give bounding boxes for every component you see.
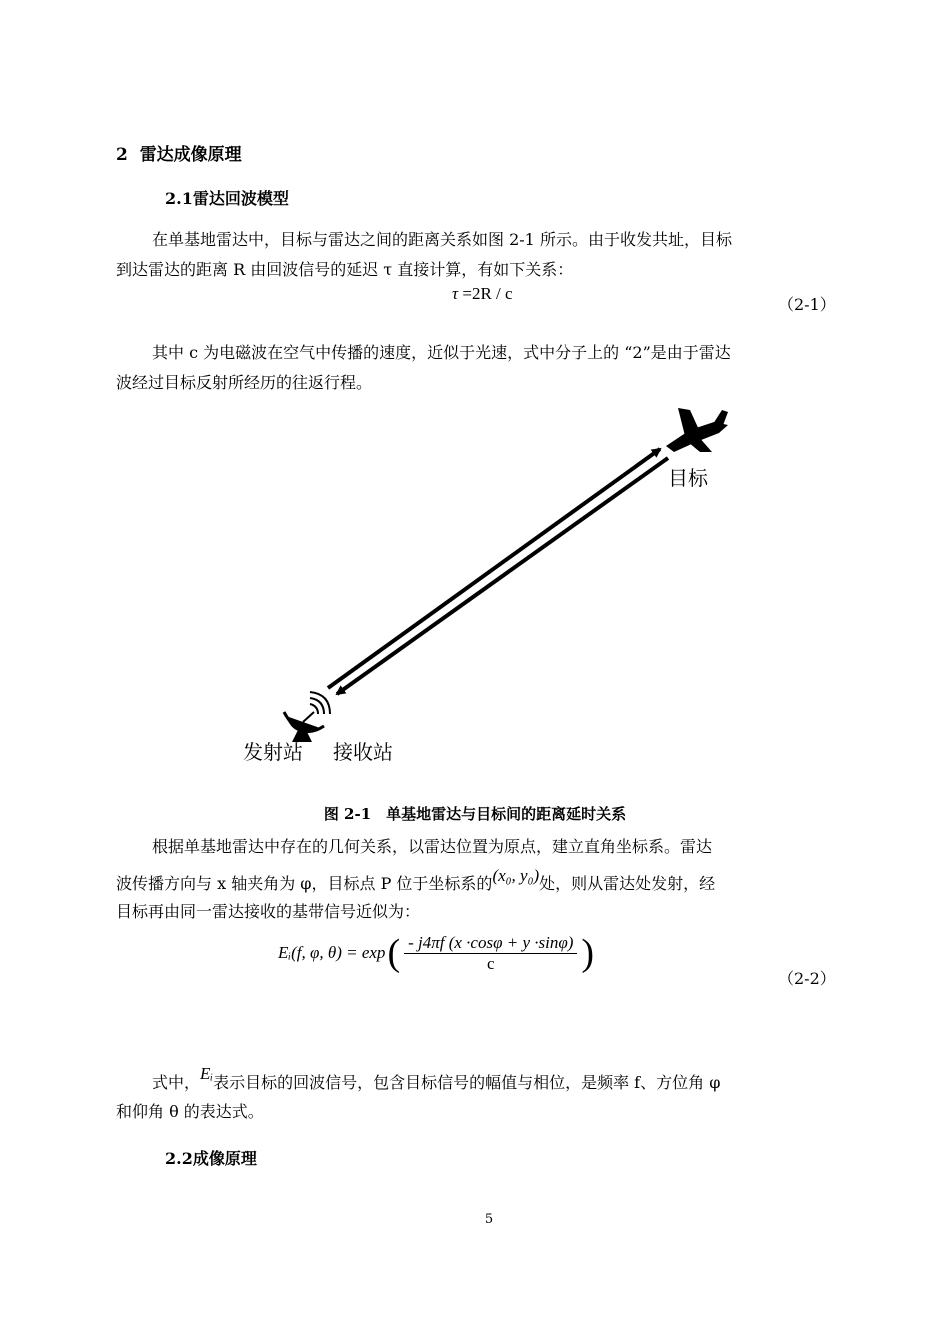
text-span: 式中，	[152, 1073, 201, 1092]
transmit-arrow	[328, 449, 660, 688]
subsection-number: 2.1	[165, 189, 193, 208]
right-paren: )	[581, 932, 595, 974]
paragraph-3-line-2	[116, 866, 716, 899]
signal-symbol: Eᵢ	[200, 1064, 214, 1083]
receiver-label: 接收站	[333, 740, 393, 764]
eq-equals: =	[462, 284, 472, 303]
figure-caption: 图 2-1 单基地雷达与目标间的距离延时关系	[323, 805, 627, 823]
paragraph-line: 在单基地雷达中，目标与雷达之间的距离关系如图 2-1 所示。由于收发共址，目标	[152, 230, 732, 249]
equation-2-2	[278, 927, 594, 979]
eq-lhs: Eᵢ(f, φ, θ) = exp	[278, 943, 386, 962]
radar-dish-icon	[284, 692, 330, 742]
text-span: 波传播方向与 x 轴夹角为 φ，目标点 P 位于坐标系的	[116, 874, 493, 893]
transmitter-label: 发射站	[243, 740, 303, 764]
subsection-title: 成像原理	[192, 1149, 257, 1168]
echo-arrow	[337, 458, 668, 694]
left-paren: (	[387, 932, 401, 974]
fraction-numerator: - j4πf (x ·cosφ + y ·sinφ)	[404, 933, 577, 954]
eq-rhs: 2R / c	[471, 284, 513, 303]
section-number: 2	[116, 145, 128, 165]
text-span: 处，则从雷达处发射，经	[539, 874, 716, 893]
paragraph-line: 其中 c 为电磁波在空气中传播的速度，近似于光速，式中分子上的 “2”是由于雷达	[152, 343, 731, 362]
paragraph-4-line-2: 和仰角 θ 的表达式。	[116, 1102, 264, 1121]
subsection-title: 雷达回波模型	[192, 189, 289, 208]
subsection-number: 2.2	[165, 1149, 193, 1168]
section-title: 雷达成像原理	[139, 145, 242, 165]
paragraph-4-line-1	[152, 1064, 721, 1098]
airplane-icon	[666, 408, 728, 452]
paragraph-3-line-3: 目标再由同一雷达接收的基带信号近似为：	[116, 902, 421, 921]
target-label: 目标	[668, 466, 708, 490]
text-span: 表示目标的回波信号，包含目标信号的幅值与相位，是频率 f、方位角 φ	[213, 1073, 721, 1092]
fraction-denominator: c	[486, 953, 495, 973]
equation-number-2-1: （2-1）	[778, 295, 836, 314]
paragraph-line: 波经过目标反射所经历的往返行程。	[116, 373, 373, 392]
fraction	[404, 933, 577, 974]
page-number: 5	[484, 1212, 494, 1227]
paragraph-3-line-1: 根据单基地雷达中存在的几何关系，以雷达位置为原点，建立直角坐标系。雷达	[152, 837, 713, 856]
paragraph-line: 到达雷达的距离 R 由回波信号的延迟 τ 直接计算，有如下关系：	[116, 260, 574, 279]
equation-number-2-2: （2-2）	[778, 969, 836, 988]
point-coordinates: (x₀, y₀)	[492, 866, 540, 885]
eq-lhs: τ	[452, 284, 459, 303]
subsection-heading-2-2	[165, 1146, 257, 1169]
